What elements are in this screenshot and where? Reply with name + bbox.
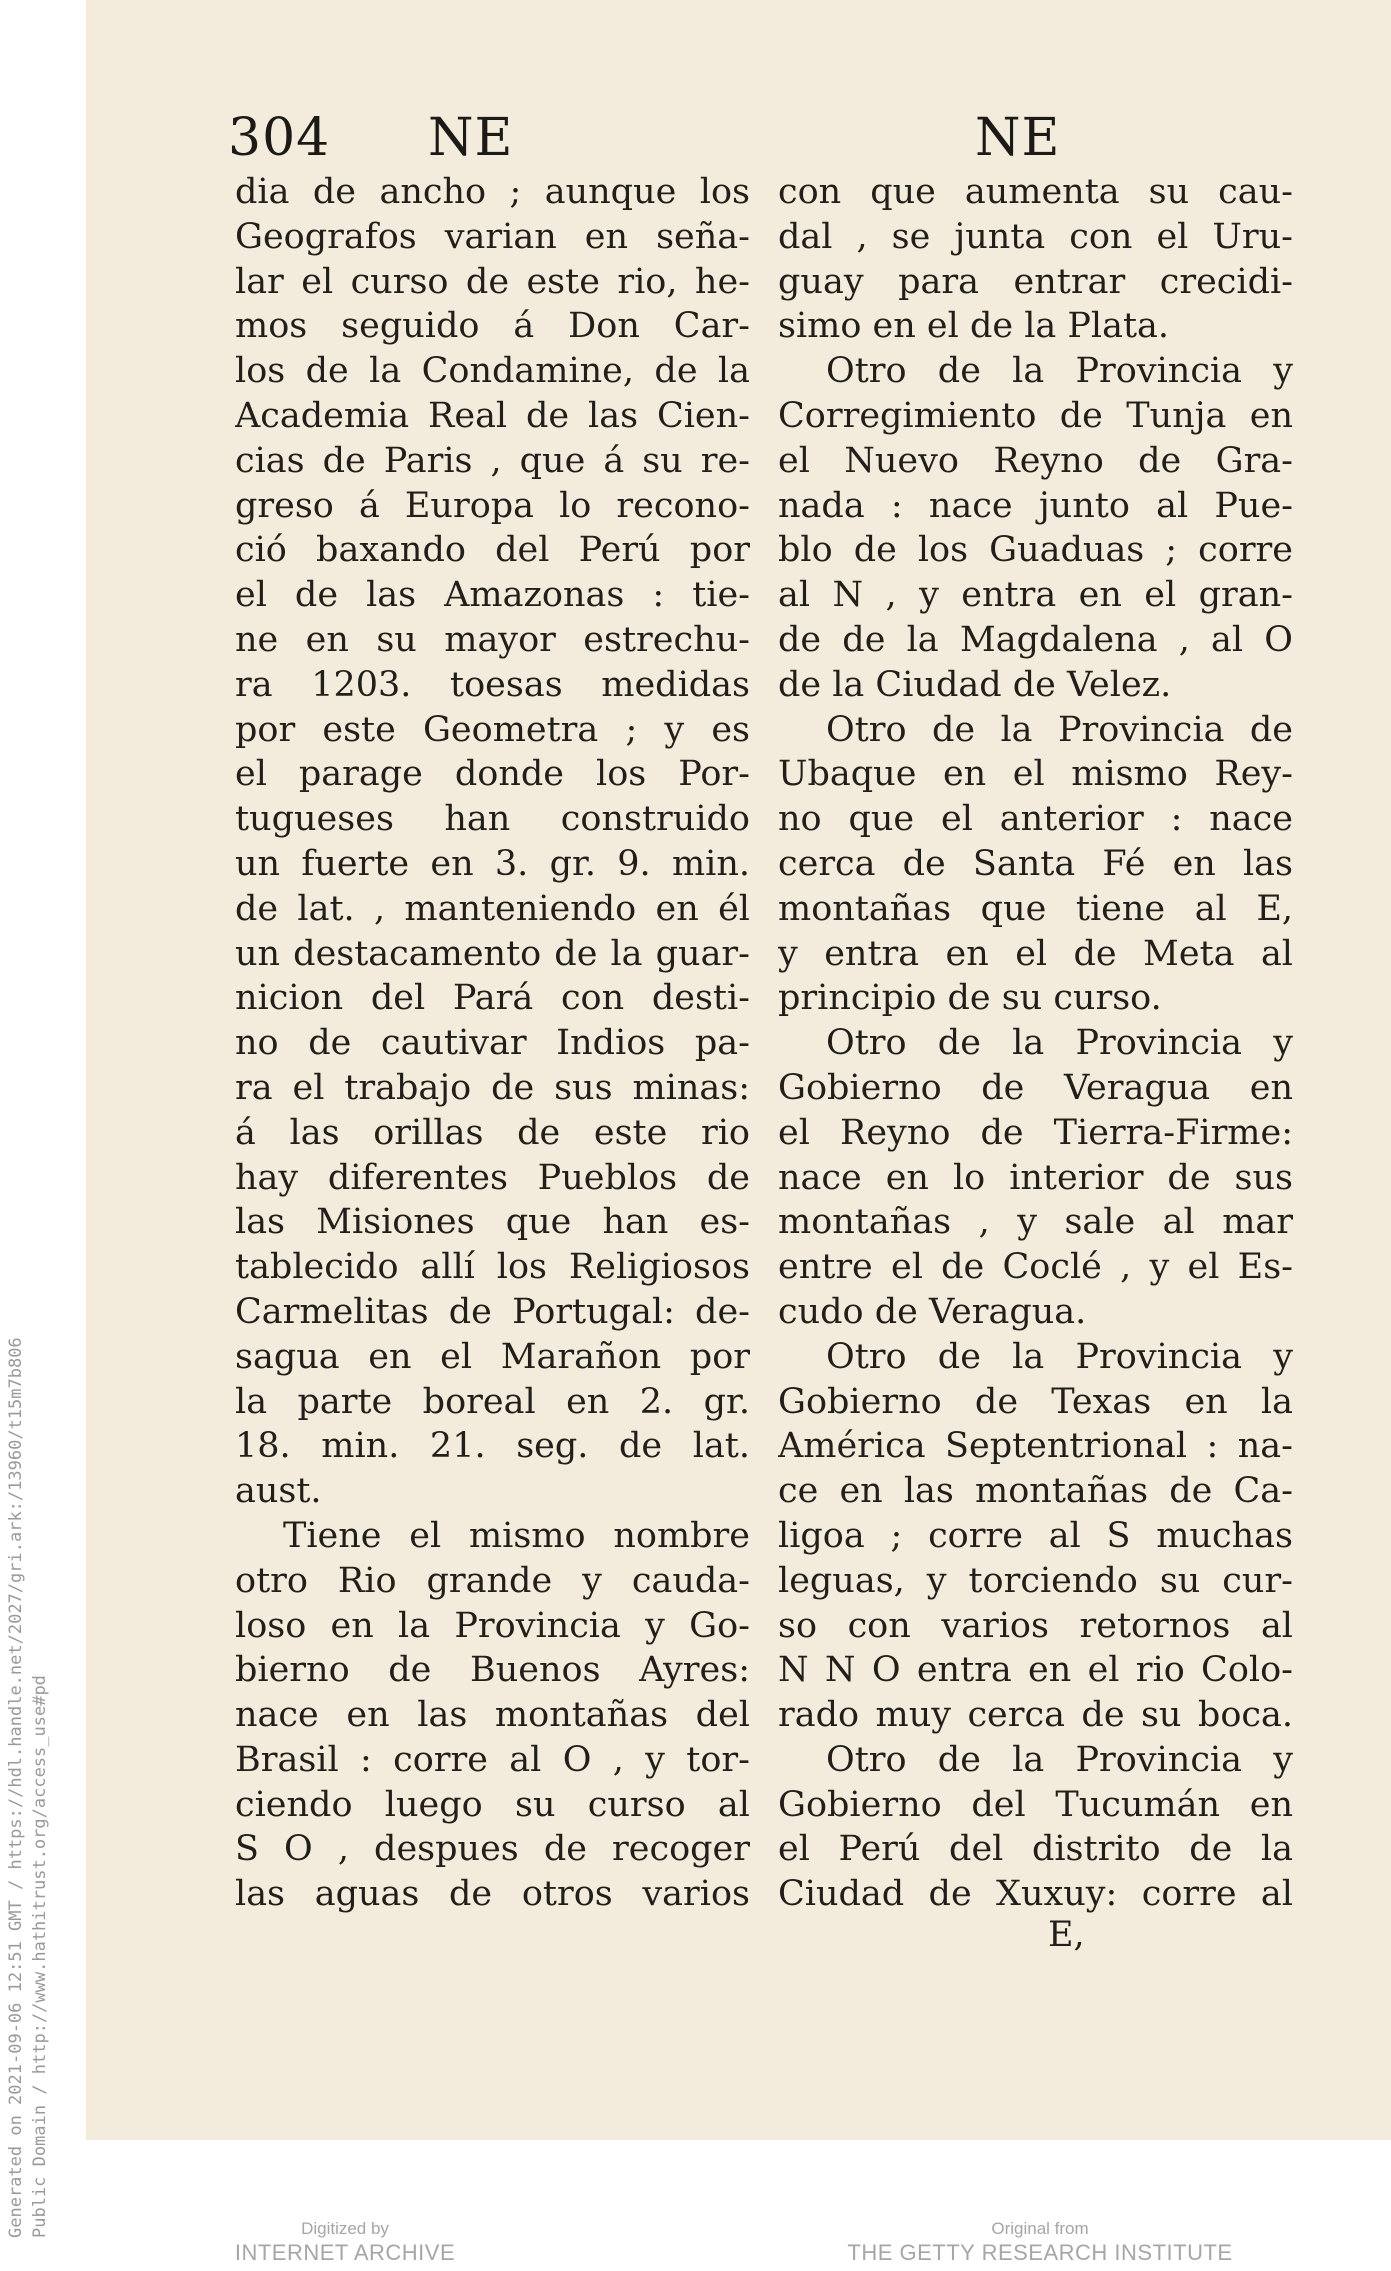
text-line: ció baxando del Perú por [235, 530, 750, 571]
footer-internet-archive: INTERNET ARCHIVE [234, 2240, 456, 2265]
text-line: leguas, y torciendo su cur- [778, 1560, 1293, 1601]
watermark-line-rights: Public Domain / http://www.hathitrust.org/access_use#pd [30, 1675, 50, 2238]
hathitrust-watermark [4, 1337, 52, 2238]
text-line: montañas que tiene al E, [778, 888, 1293, 929]
text-line: Otro de la Provincia de [826, 709, 1293, 750]
text-line: tugueses han construido [235, 799, 750, 840]
text-line: las aguas de otros varios [235, 1874, 750, 1915]
text-line: á las orillas de este rio [235, 1112, 750, 1153]
text-line: Geografos varian en seña- [235, 216, 750, 257]
text-line: el Perú del distrito de la [778, 1829, 1293, 1870]
left-text-column [235, 170, 750, 1917]
text-line: 18. min. 21. seg. de lat. [235, 1426, 750, 1467]
text-line: por este Geometra ; y es [235, 709, 750, 750]
text-line: S O , despues de recoger [235, 1829, 750, 1870]
text-line: cias de Paris , que á su re- [235, 440, 750, 481]
text-line: cudo de Veragua. [778, 1291, 1087, 1332]
text-line: hay diferentes Pueblos de [235, 1157, 750, 1198]
text-line: cerca de Santa Fé en las [778, 843, 1293, 884]
text-line: ligoa ; corre al S muchas [778, 1515, 1293, 1556]
text-line: ra 1203. toesas medidas [235, 664, 750, 705]
text-line: rado muy cerca de su boca. [778, 1695, 1293, 1736]
text-line: el Reyno de Tierra-Firme: [778, 1112, 1293, 1153]
text-line: al N , y entra en el gran- [778, 575, 1293, 616]
text-line: no que el anterior : nace [778, 799, 1293, 840]
text-line: principio de su curso. [778, 978, 1162, 1019]
text-line: aust. [235, 1471, 322, 1512]
text-line: de de la Magdalena , al O [778, 619, 1293, 660]
text-line: dal , se junta con el Uru- [778, 216, 1293, 257]
text-line: de la Ciudad de Velez. [778, 664, 1172, 705]
running-head-right: NE [975, 108, 1061, 168]
text-line: los de la Condamine, de la [235, 351, 750, 392]
catchword: E, [1048, 1915, 1085, 1955]
watermark-line-generated: Generated on 2021-09-06 12:51 GMT / https://hdl.handle.net/2027/gri.ark:/13960/t15m7b806 [6, 1337, 26, 2238]
text-line: con que aumenta su cau- [778, 172, 1293, 212]
text-line: nada : nace junto al Pue- [778, 485, 1293, 526]
text-line: la parte boreal en 2. gr. [235, 1381, 750, 1422]
text-line: tablecido allí los Religiosos [235, 1247, 750, 1288]
text-line: loso en la Provincia y Go- [235, 1605, 750, 1646]
text-line: el Nuevo Reyno de Gra- [778, 440, 1293, 481]
footer-getty-institute: THE GETTY RESEARCH INSTITUTE [847, 2240, 1233, 2265]
text-line: Gobierno de Texas en la [778, 1381, 1293, 1422]
text-line: el parage donde los Por- [235, 754, 750, 795]
footer-digitized-label: Digitized by [301, 2219, 389, 2238]
text-line: el de las Amazonas : tie- [235, 575, 750, 616]
text-line: N N O entra en el rio Colo- [778, 1650, 1293, 1691]
text-line: Ciudad de Xuxuy: corre al [778, 1874, 1293, 1915]
text-line: las Misiones que han es- [235, 1202, 750, 1243]
text-line: montañas , y sale al mar [778, 1202, 1293, 1243]
text-line: Ubaque en el mismo Rey- [778, 754, 1293, 795]
text-line: guay para entrar crecidi- [778, 261, 1293, 302]
text-line: Gobierno del Tucumán en [778, 1784, 1293, 1825]
text-line: nace en las montañas del [235, 1695, 750, 1736]
text-line: Academia Real de las Cien- [235, 395, 750, 436]
text-line: Otro de la Provincia y [826, 351, 1293, 392]
text-line: América Septentrional : na- [778, 1426, 1293, 1467]
text-line: greso á Europa lo recono- [235, 485, 750, 526]
text-line: so con varios retornos al [778, 1605, 1293, 1646]
text-line: Brasil : corre al O , y tor- [235, 1739, 750, 1780]
text-line: un destacamento de la guar- [235, 933, 750, 974]
footer-digitized-by [175, 2218, 515, 2266]
text-line: nace en lo interior de sus [778, 1157, 1293, 1198]
running-head-left: NE [428, 108, 514, 168]
text-line: nicion del Pará con desti- [235, 978, 750, 1019]
text-line: Otro de la Provincia y [826, 1739, 1293, 1780]
text-line: otro Rio grande y cauda- [235, 1560, 750, 1601]
text-line: un fuerte en 3. gr. 9. min. [235, 843, 750, 884]
text-line: Corregimiento de Tunja en [778, 395, 1293, 436]
text-line: ne en su mayor estrechu- [235, 619, 750, 660]
text-line: ce en las montañas de Ca- [778, 1471, 1293, 1512]
text-line: sagua en el Marañon por [235, 1336, 750, 1377]
text-line: Carmelitas de Portugal: de- [235, 1291, 750, 1332]
text-line: bierno de Buenos Ayres: [235, 1650, 750, 1691]
text-line: Otro de la Provincia y [826, 1336, 1293, 1377]
text-line: ciendo luego su curso al [235, 1784, 750, 1825]
page-number: 304 [228, 108, 331, 168]
right-text-column [778, 170, 1293, 1917]
text-line: mos seguido á Don Car- [235, 306, 750, 347]
text-line: lar el curso de este rio, he- [235, 261, 750, 302]
footer-original-label: Original from [991, 2219, 1089, 2238]
text-line: de lat. , manteniendo en él [235, 888, 750, 929]
text-line: blo de los Guaduas ; corre [778, 530, 1293, 571]
text-line: simo en el de la Plata. [778, 306, 1170, 347]
footer-original-from [830, 2218, 1250, 2266]
text-line: Otro de la Provincia y [826, 1023, 1293, 1064]
text-line: dia de ancho ; aunque los [235, 172, 750, 212]
text-line: Gobierno de Veragua en [778, 1067, 1293, 1108]
text-line: no de cautivar Indios pa- [235, 1023, 750, 1064]
text-line: entre el de Coclé , y el Es- [778, 1247, 1293, 1288]
text-line: ra el trabajo de sus minas: [235, 1067, 750, 1108]
text-line: y entra en el de Meta al [778, 933, 1293, 974]
text-line: Tiene el mismo nombre [283, 1515, 750, 1556]
